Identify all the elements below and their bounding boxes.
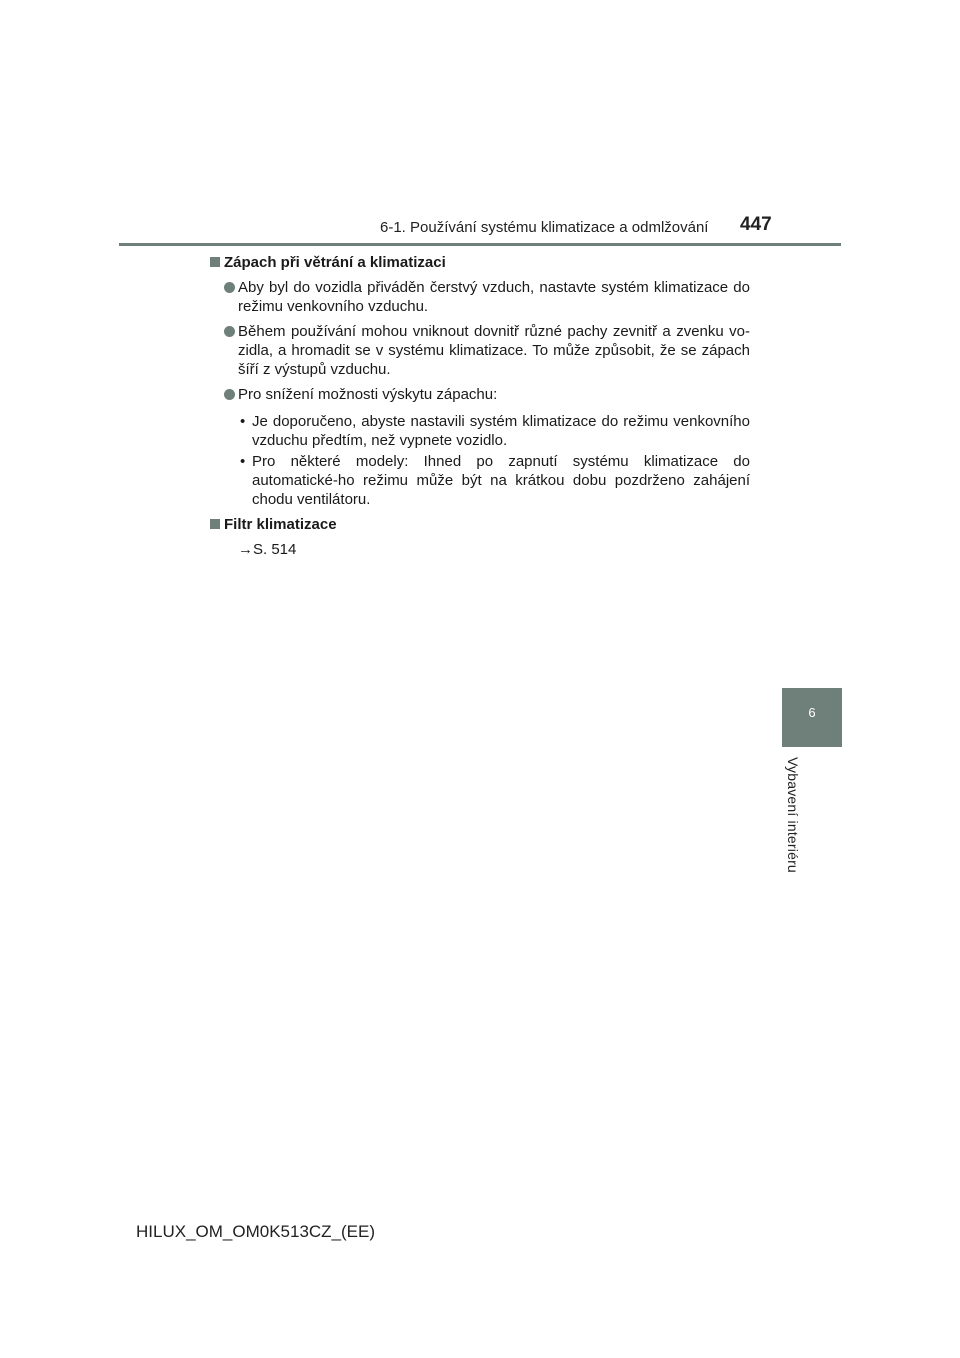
sub-list-item [210, 412, 750, 450]
circle-bullet-icon [224, 389, 235, 400]
circle-bullet-icon [224, 282, 235, 293]
circle-bullet-icon [224, 326, 235, 337]
section-title: 6-1. Používání systému klimatizace a odmlžování [380, 219, 709, 236]
sub-list-item-text: Pro některé modely: Ihned po zapnutí systému klimatizace do automatické-ho režimu může být na krátkou dobu pozdrženo zahájení chodu ventilátoru. [252, 453, 750, 508]
list-item-text: Aby byl do vozidla přiváděn čerstvý vzduch, nastavte systém klimatizace do režimu venkovního vzduchu. [238, 279, 750, 315]
document-code: HILUX_OM_OM0K513CZ_(EE) [136, 1222, 376, 1241]
list-item [210, 385, 750, 404]
page-number: 447 [740, 214, 772, 235]
chapter-label: Vybavení interiéru [785, 757, 801, 873]
page-content [210, 253, 750, 559]
square-bullet-icon [210, 257, 220, 267]
dot-bullet-icon: • [240, 453, 246, 470]
list-item-text: Pro snížení možnosti výskytu zápachu: [238, 386, 498, 403]
list-item [210, 278, 750, 316]
page-reference-link[interactable]: →S. 514 [238, 541, 297, 558]
square-bullet-icon [210, 519, 220, 529]
sub-list [210, 412, 750, 509]
heading-text: Filtr klimatizace [224, 516, 337, 533]
dot-bullet-icon: • [240, 413, 246, 430]
list-item [210, 322, 750, 379]
heading-text: Zápach při větrání a klimatizaci [224, 254, 446, 271]
section-heading [210, 253, 750, 272]
sub-list-item [210, 452, 750, 509]
chapter-number: 6 [808, 705, 816, 720]
sub-list-item-text: Je doporučeno, abyste nastavili systém klimatizace do režimu venkovního vzduchu předtím, než vypnete vozidlo. [252, 413, 750, 449]
header-divider [119, 243, 841, 246]
chapter-tab [782, 688, 842, 747]
list-item-text: Během používání mohou vniknout dovnitř různé pachy zevnitř a zvenku vo-zidla, a hromadit se v systému klimatizace. To může způsobit, že se zápach šíří z výstupů vzduchu. [238, 323, 750, 378]
section-heading [210, 515, 750, 534]
